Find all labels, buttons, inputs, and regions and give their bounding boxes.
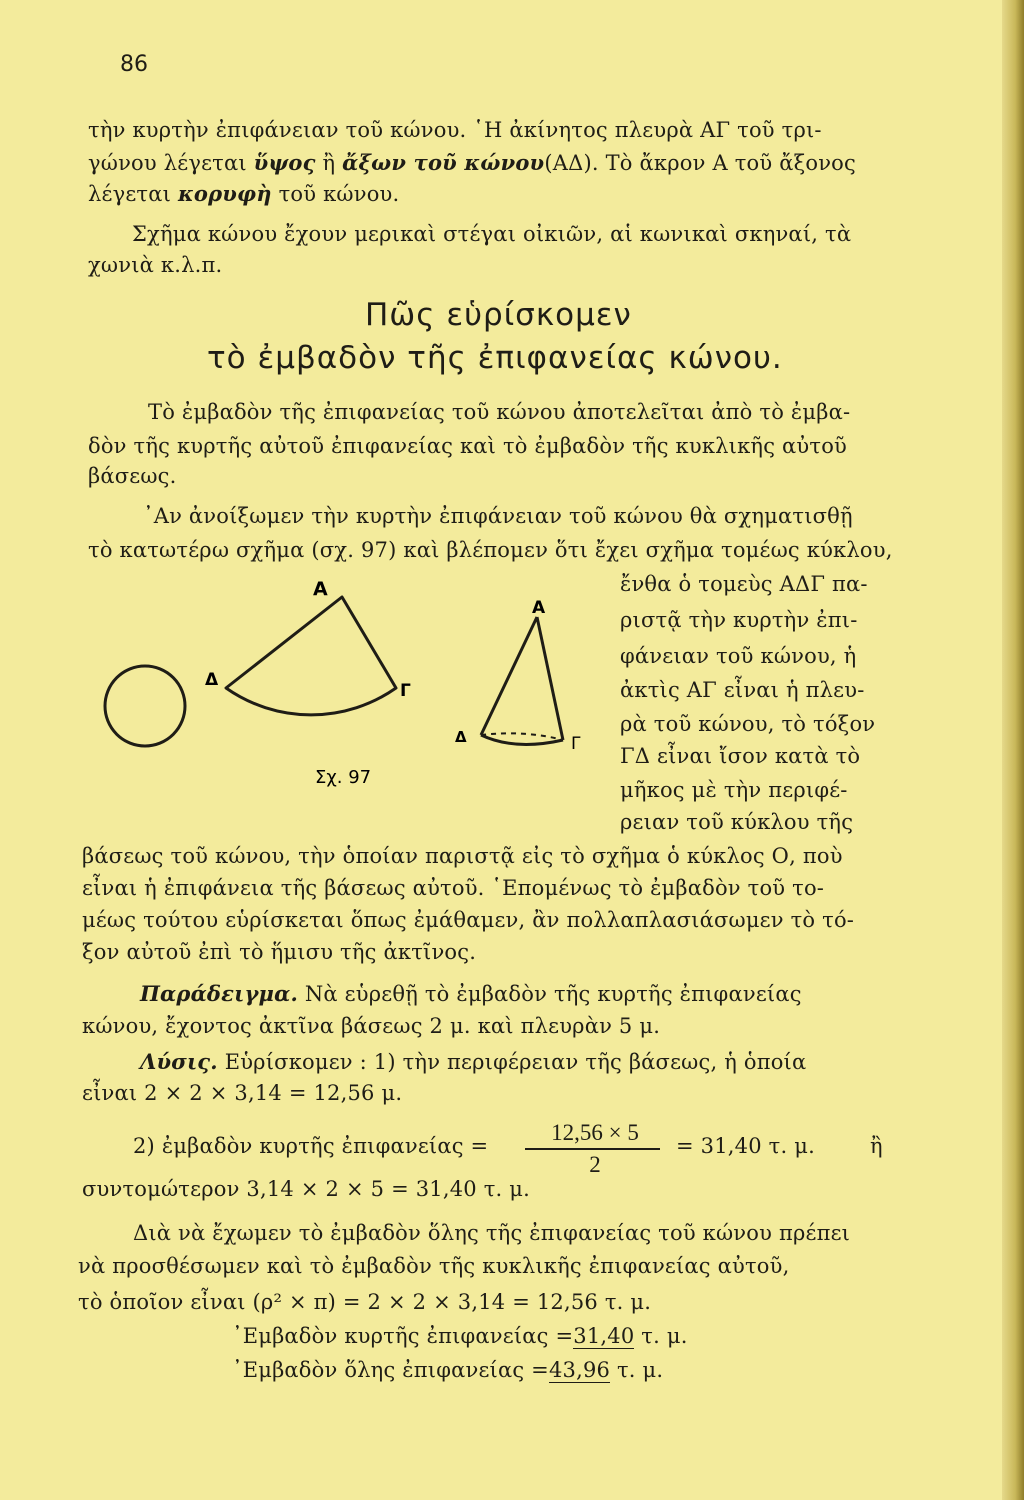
example-label: Παράδειγμα. [140, 981, 298, 1006]
final-line-3: τὸ ὁποῖον εἶναι (ρ² × π) = 2 × 2 × 3,14 = 12,56 τ. μ. [78, 1290, 652, 1314]
example-line-1 [140, 983, 802, 1005]
solution-line-4: συντομώτερον 3,14 × 2 × 5 = 31,40 τ. μ. [82, 1177, 531, 1201]
side-line-1: ἔνθα ὁ τομεὺς ΑΔΓ πα- [620, 572, 868, 596]
section-heading-line-1: Πῶς εὑρίσκομεν [365, 297, 632, 333]
step2-result: = 31,40 τ. μ. [676, 1134, 815, 1158]
sector-label-left: Δ [205, 670, 219, 690]
intro-text: γώνου λέγεται [88, 151, 254, 175]
example-text: Νὰ εὑρεθῇ τὸ ἐμβαδὸν τῆς κυρτῆς ἐπιφανείας [297, 982, 802, 1006]
intro-text: ἢ [315, 151, 343, 175]
sector-label-apex: Α [313, 578, 328, 600]
term-height: ὕψος [253, 150, 316, 175]
total-area-value: 43,96 [548, 1358, 611, 1382]
curved-area-unit: τ. μ. [634, 1324, 688, 1348]
fraction-bar [525, 1148, 660, 1150]
cone-label-right: Γ [571, 734, 581, 754]
para2-line-c: μέως τούτου εὑρίσκεται ὅπως ἐμάθαμεν, ἂν πολλαπλασιάσωμεν τὸ τό- [82, 908, 855, 932]
cone-base-front [481, 735, 563, 744]
intro-line-2 [88, 152, 856, 174]
page-number: 86 [120, 52, 148, 77]
example-line-2: κώνου, ἔχοντος ἀκτῖνα βάσεως 2 μ. καὶ πλευρὰν 5 μ. [82, 1014, 661, 1038]
step2-or: ἢ [870, 1134, 883, 1158]
cone-label-apex: Α [532, 598, 546, 618]
side-line-4: ἀκτὶς ΑΓ εἶναι ἡ πλευ- [620, 678, 865, 702]
solution-line-1 [140, 1051, 806, 1073]
para1-line-1: Τὸ ἐμβαδὸν τῆς ἐπιφανείας τοῦ κώνου ἀποτελεῖται ἀπὸ τὸ ἐμβα- [148, 400, 851, 424]
curved-area-value: 31,40 [573, 1324, 635, 1348]
page-edge [1002, 0, 1024, 1500]
solution-text: Εὑρίσκομεν : 1) τὴν περιφέρειαν τῆς βάσεως, ἡ ὁποία [217, 1050, 807, 1074]
cone-label-left: Δ [455, 728, 467, 746]
final-line-4 [232, 1326, 688, 1347]
sector-label-right: Γ [400, 681, 411, 701]
figure-97 [95, 575, 595, 800]
solution-line-2: εἶναι 2 × 2 × 3,14 = 12,56 μ. [82, 1081, 403, 1105]
sector-shape [226, 597, 396, 715]
curved-area-label: ᾿Εμβαδὸν κυρτῆς ἐπιφανείας = [232, 1324, 574, 1348]
section-heading-line-2: τὸ ἐμβαδὸν τῆς ἐπιφανείας κώνου. [207, 340, 783, 376]
step2-text: 2) ἐμβαδὸν κυρτῆς ἐπιφανείας = [133, 1134, 489, 1158]
para2-line-2: τὸ κατωτέρω σχῆμα (σχ. 97) καὶ βλέπομεν ὅτι ἔχει σχῆμα τομέως κύκλου, [88, 538, 893, 562]
final-line-2: νὰ προσθέσωμεν καὶ τὸ ἐμβαδὸν τῆς κυκλικῆς ἐπιφανείας αὐτοῦ, [78, 1254, 790, 1278]
side-line-2: ριστᾷ τὴν κυρτὴν ἐπι- [620, 608, 858, 632]
para1-line-2: δὸν τῆς κυρτῆς αὐτοῦ ἐπιφανείας καὶ τὸ ἐμβαδὸν τῆς κυκλικῆς αὐτοῦ [88, 434, 848, 458]
term-apex: κορυφὴ [177, 181, 272, 206]
intro-line-1: τὴν κυρτὴν ἐπιφάνειαν τοῦ κώνου. ῾Η ἀκίνητος πλευρὰ ΑΓ τοῦ τρι- [88, 118, 822, 142]
intro-text: τοῦ κώνου. [271, 182, 400, 206]
para2-line-a: βάσεως τοῦ κώνου, τὴν ὁποίαν παριστᾷ εἰς τὸ σχῆμα ὁ κύκλος Ο, ποὺ [82, 844, 843, 868]
side-line-6: ΓΔ εἶναι ἴσον κατὰ τὸ [620, 744, 861, 768]
total-area-unit: τ. μ. [610, 1358, 664, 1382]
para1-line-3: βάσεως. [88, 464, 177, 488]
side-line-8: ρειαν τοῦ κύκλου τῆς [620, 810, 854, 834]
side-line-7: μῆκος μὲ τὴν περιφέ- [620, 778, 848, 802]
side-line-3: φάνειαν τοῦ κώνου, ἡ [620, 644, 857, 668]
solution-label: Λύσις. [140, 1049, 218, 1074]
cone-left-edge [481, 617, 537, 735]
final-line-1: Διὰ νὰ ἔχωμεν τὸ ἐμβαδὸν ὅλης τῆς ἐπιφανείας τοῦ κώνου πρέπει [133, 1221, 851, 1245]
intro-text: λέγεται [88, 182, 178, 206]
total-area-label: ᾿Εμβαδὸν ὅλης ἐπιφανείας = [232, 1358, 549, 1382]
side-line-5: ρὰ τοῦ κώνου, τὸ τόξον [620, 712, 876, 736]
term-axis: ἄξων τοῦ κώνου [342, 150, 545, 175]
intro-text: (ΑΔ). Τὸ ἄκρον Α τοῦ ἄξονος [544, 151, 856, 175]
para2-line-d: ξον αὐτοῦ ἐπὶ τὸ ἥμισυ τῆς ἀκτῖνος. [82, 940, 477, 964]
intro-line-5: χωνιὰ κ.λ.π. [88, 253, 223, 277]
para2-line-1: ᾿Αν ἀνοίξωμεν τὴν κυρτὴν ἐπιφάνειαν τοῦ κώνου θὰ σχηματισθῇ [143, 504, 853, 528]
para2-line-b: εἶναι ἡ ἐπιφάνεια τῆς βάσεως αὐτοῦ. ῾Επομένως τὸ ἐμβαδὸν τοῦ το- [82, 876, 825, 900]
figure-caption: Σχ. 97 [315, 767, 372, 788]
fraction-denominator: 2 [589, 1152, 601, 1177]
intro-line-3 [88, 183, 399, 205]
base-circle [105, 666, 185, 746]
final-line-5 [232, 1360, 663, 1381]
cone-right-edge [537, 617, 563, 740]
intro-line-4: Σχῆμα κώνου ἔχουν μερικαὶ στέγαι οἰκιῶν, αἱ κωνικαὶ σκηναί, τὰ [132, 222, 852, 246]
fraction-numerator: 12,56 × 5 [551, 1120, 639, 1145]
